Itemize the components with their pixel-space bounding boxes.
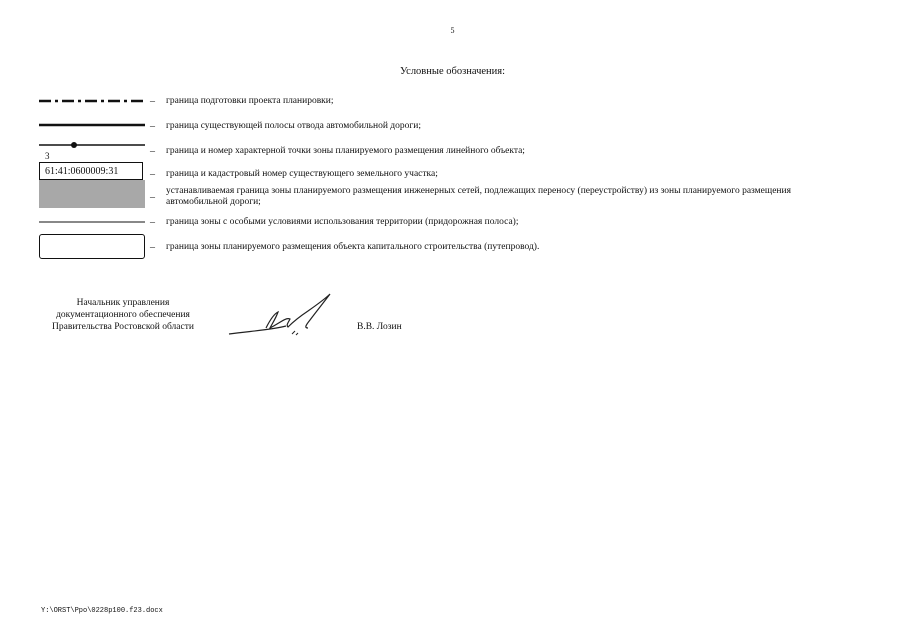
legend-dash-2: –	[150, 121, 155, 132]
legend-dash-7: –	[150, 242, 155, 253]
legend-dash-3: –	[150, 146, 155, 157]
engineering-networks-zone-symbol	[39, 180, 145, 208]
point-number-label: 3	[45, 151, 50, 161]
legend-title: Условные обозначения:	[399, 66, 505, 77]
signatory-position	[40, 297, 206, 333]
legend-item-2: граница существующей полосы отвода автомобильной дороги;	[166, 121, 422, 131]
file-path-footer: Y:\ORST\Ppo\0228p100.f23.docx	[41, 607, 163, 615]
legend-item-4: граница и кадастровый номер существующего земельного участка;	[166, 169, 438, 179]
roadside-strip-symbol	[39, 218, 145, 226]
position-line-1: Начальник управления	[76, 298, 170, 308]
characteristic-point-symbol	[39, 139, 145, 151]
cadastral-number-label: 61:41:0600009:31	[45, 166, 119, 177]
legend-item-1: граница подготовки проекта планировки;	[166, 96, 334, 106]
legend-dash-4: –	[150, 169, 155, 180]
position-line-2: документационного обеспечения	[56, 310, 190, 320]
road-boundary-symbol	[39, 120, 145, 130]
cadastral-parcel-symbol	[39, 162, 143, 180]
dash-dot-boundary-symbol	[39, 96, 145, 106]
handwritten-signature	[226, 290, 338, 340]
legend-dash-6: –	[150, 217, 155, 228]
legend-item-7: граница зоны планируемого размещения объекта капитального строительства (путепровод).	[166, 242, 540, 252]
legend-dash-5: –	[150, 192, 155, 203]
legend-item-3: граница и номер характерной точки зоны планируемого размещения линейного объекта;	[166, 146, 525, 156]
signatory-name: В.В. Лозин	[357, 322, 402, 332]
page-number: 5	[450, 26, 455, 35]
legend-item-5: устанавливаемая граница зоны планируемого размещения инженерных сетей, подлежащих переносу (переустройству) из зоны планируемого размещения автомобильной дороги;	[166, 186, 791, 207]
overpass-zone-symbol	[39, 234, 145, 259]
legend-item-6: граница зоны с особыми условиями использования территории (придорожная полоса);	[166, 217, 519, 227]
position-line-3: Правительства Ростовской области	[52, 322, 194, 332]
legend-dash-1: –	[150, 96, 155, 107]
